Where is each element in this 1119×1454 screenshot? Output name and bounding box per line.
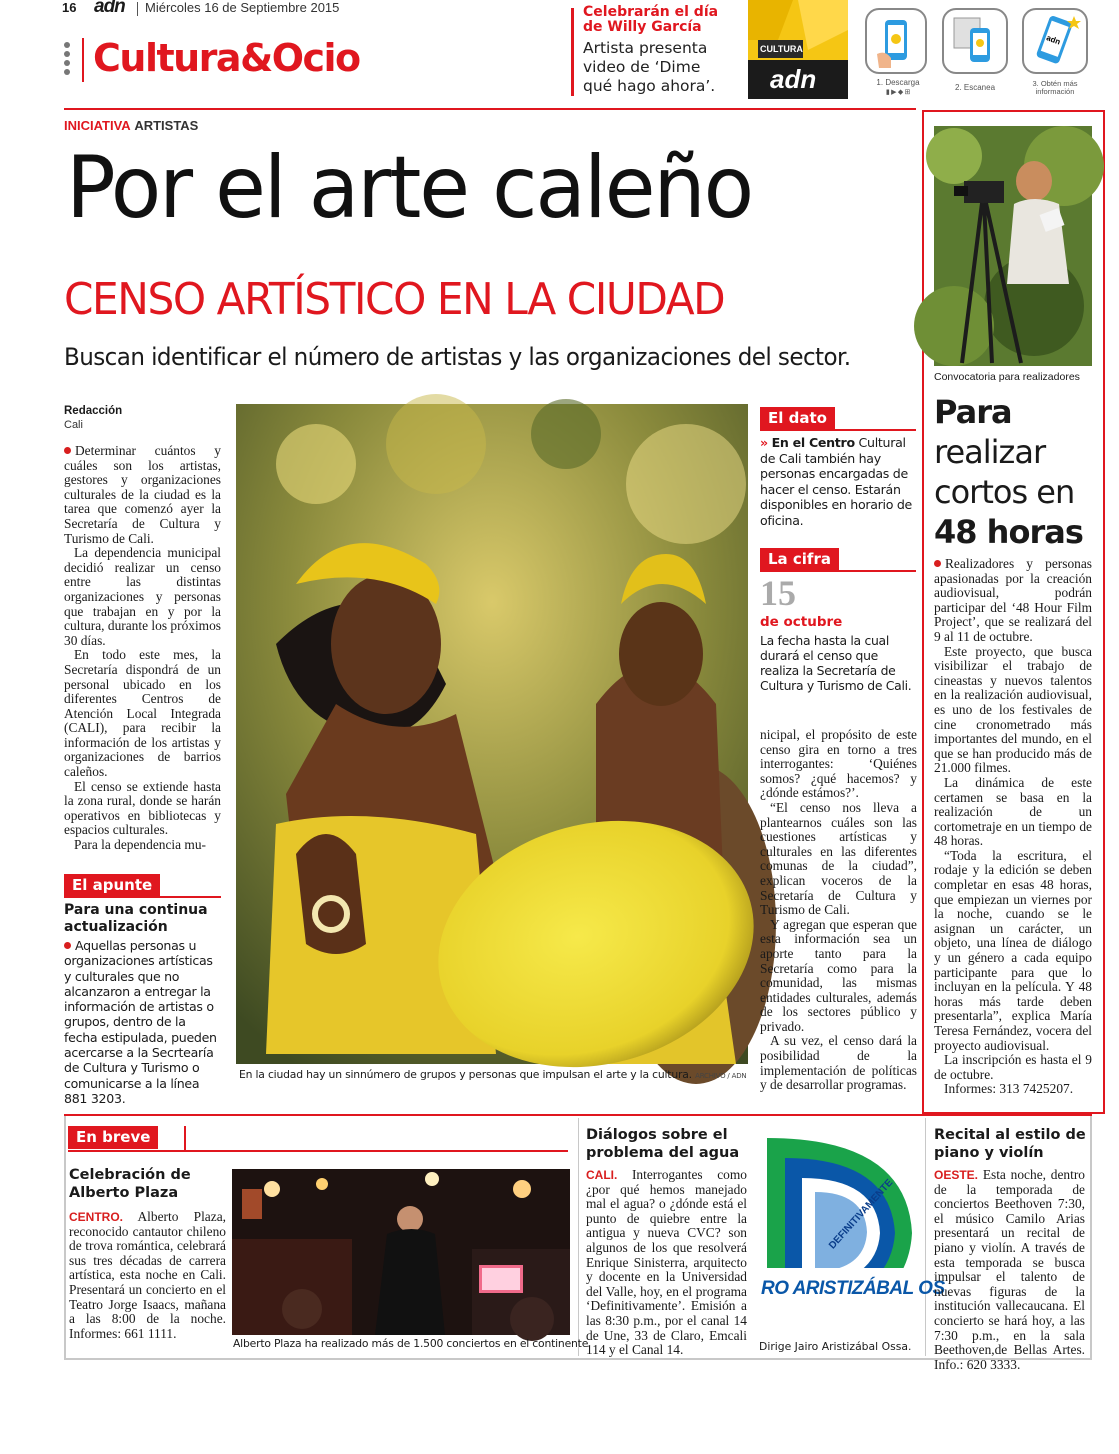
breve-tab-edge — [184, 1126, 186, 1152]
sidebar-paragraph: Informes: 313 7425207. — [944, 1081, 1074, 1097]
byline-location: Cali — [64, 419, 83, 431]
sidebar-paragraph: “Toda la escritura, el rodaje y la edición se deben completar en esas 48 horas, que empiezan un viernes por la noche, cuando se le asignan un carácter, un objeto, una línea de diálogo y un género a cada equipo participante para que lo incluyan en la película. Y 48 horas más tarde deben presentarla”, explica María Teresa Fernández, vocera del proyecto audiovisual. — [934, 847, 1092, 1053]
recital-kicker: OESTE. — [934, 1168, 979, 1182]
breve-divider — [578, 1118, 579, 1356]
col1-paragraph: Determinar cuántos y cuáles son los artistas, gestores y organizaciones culturales de la ciudad es la tarea que comenzó ayer la Secretaría de Cultura y Turismo de Cali. — [64, 443, 221, 546]
logo-text-arc: DEFINITIVAMENTE — [827, 1177, 896, 1252]
definitivamente-logo — [757, 1128, 945, 1335]
byline: Redacción — [64, 405, 123, 417]
dancers-photo-art — [236, 404, 748, 1064]
promo-text: Artista presenta video de ‘Dime qué hago ahora’. — [583, 39, 716, 95]
filmmaker-photo-art — [934, 126, 1092, 366]
svg-text:adn: adn — [1045, 33, 1062, 47]
col1-paragraph: En todo este mes, la Secretaría dispondrá de un personal ubicado en los diferentes Centros de Atención Local Integrada (CALI), para recibir la información de los artistas y organizaciones de barrios caleños. — [64, 647, 221, 780]
plaza-caption: Alberto Plaza ha realizado más de 1.500 conciertos en el continente — [233, 1337, 589, 1350]
sidebar-body — [934, 557, 1092, 1097]
apunte-title: Para una continua actualización — [64, 902, 208, 935]
breve-divider — [925, 1118, 926, 1356]
promo-bar — [571, 8, 574, 96]
breve-left-rule — [64, 1116, 66, 1360]
headline: Por el arte caleño — [66, 138, 753, 238]
download-step-icon[interactable] — [865, 8, 927, 74]
dato-tab: El dato — [760, 407, 835, 429]
sidebar-photo — [934, 126, 1092, 366]
agua-title: Diálogos sobre el problema del agua — [586, 1127, 740, 1161]
sidebar-title-line: 48 horas — [934, 513, 1083, 551]
bullet-icon — [64, 447, 71, 454]
cifra-text: La fecha hasta la cual durará el censo que realiza la Secretaría de Cultura y Turismo de Cali. — [760, 633, 912, 693]
col3-paragraph: nicipal, el propósito de este censo gira en torno a tres interrogantes: ‘Quiénes somos? ¿qué hacemos? y ¿dónde estámos?’. — [760, 727, 917, 801]
download-step-label: 1. Descarga — [876, 78, 920, 87]
sidebar-title-line: realizar — [934, 433, 1046, 471]
bullet-icon — [64, 942, 71, 949]
apunte-tab: El apunte — [64, 874, 160, 896]
subheadline: CENSO ARTÍSTICO EN LA CIUDAD — [64, 274, 725, 325]
agua-kicker: CALI. — [586, 1168, 618, 1182]
photo-credit: ARCHIVO / ADN — [695, 1072, 747, 1080]
agua-text: CALI. Interrogantes como ¿por qué hemos manejado mal el agua? o ¿dónde está el punto de quiebre entre la antigua y nueva CVC? son algunos de los que resolverá Enrique Sinisterra, arquitecto y docente en la Universidad del Valle, hoy, en el programa ‘Definitivamente’. Emisión a las 8:30 p.m., por el canal 14 de Une, 33 de Claro, Emcali 114 y el Canal 14. — [586, 1167, 747, 1358]
recital-title: Recital al estilo de piano y violín — [934, 1127, 1086, 1161]
article-col-3 — [760, 728, 917, 1093]
promo-title[interactable]: Celebrarán el día de Willy García — [583, 4, 719, 35]
sidebar-title-line: cortos en — [934, 473, 1075, 511]
cifra-box — [760, 548, 916, 693]
col1-paragraph: La dependencia municipal decidió realizar un censo entre las distintas organizaciones y personas que trabajan en y por la cultura, durante los próximos 30 días. — [64, 545, 221, 648]
store-icons: ▮ ▶ ◆ ⊞ — [885, 89, 911, 96]
promo-thumb-label: CULTURA — [760, 44, 803, 54]
info-step-label: 3. Obtén más información — [1032, 79, 1078, 96]
breve-header — [68, 1126, 568, 1152]
breve-tab: En breve — [68, 1126, 158, 1149]
scan-step-icon[interactable] — [942, 8, 1008, 74]
plaza-kicker: CENTRO. — [69, 1210, 123, 1224]
concert-photo-art — [232, 1169, 570, 1335]
sidebar-paragraph: La inscripción es hasta el 9 de octubre. — [934, 1052, 1092, 1082]
category — [64, 118, 198, 133]
photo-caption: En la ciudad hay un sinnúmero de grupos y personas que impulsan el arte y la cultura. ARCHIVO / ADN — [239, 1068, 747, 1081]
category-bold: INICIATIVA — [64, 118, 131, 133]
cifra-tab: La cifra — [760, 548, 839, 570]
plaza-photo — [232, 1169, 570, 1335]
dato-text: » En el Centro Cultural de Cali también hay personas encargadas de hacer el censo. Estarán disponibles en horario de oficina. — [760, 435, 912, 528]
col3-paragraph: “El censo nos lleva a plantearnos cuáles son las cuestiones artísticas y culturales en las diferentes comunas de la ciudad”, explican voceros de la Secretaría de Cultura y Turismo de Cali. — [760, 799, 917, 918]
sidebar-photo-caption: Convocatoria para realizadores — [934, 371, 1080, 383]
sidebar-paragraph: La dinámica de este certamen se basa en la realización de un cortometraje en un tiempo de 48 horas. — [934, 774, 1092, 849]
section-title: Cultura&Ocio — [93, 36, 360, 80]
breve-top-rule — [64, 1114, 1092, 1116]
col3-paragraph: Y agregan que esperan que esta información sea un aporte tanto para la Secretaría como para la comunidad, las mismas entidades culturales, además de los sectores público y privado. — [760, 916, 917, 1034]
col1-paragraph: Para la dependencia mu- — [74, 837, 206, 853]
article-col-1 — [64, 444, 221, 853]
info-step-icon[interactable] — [1022, 8, 1088, 74]
sidebar-title-line: Para — [934, 393, 1012, 431]
sidebar-title — [934, 392, 1099, 552]
header-divider — [137, 2, 138, 16]
sidebar-paragraph: Este proyecto, que busca visibilizar el trabajo de cineastas y nuevos talentos en la realización audiovisual, es uno de los festivales de cine cronometrado más importantes del mundo, en el que se han producido más de 21.000 filmes. — [934, 643, 1092, 776]
col1-paragraph: El censo se extiende hasta la zona rural, donde se harán operativos en bibliotecas y espacios culturales. — [64, 778, 221, 838]
main-photo — [236, 404, 748, 1064]
double-chevron-icon: » — [760, 435, 768, 450]
logo-text-name: RO ARISTIZÁBAL OS — [761, 1278, 945, 1299]
deck: Buscan identificar el número de artistas y las organizaciones del sector. — [64, 343, 851, 371]
promo-thumbnail[interactable] — [748, 0, 848, 99]
col3-paragraph: A su vez, el censo dará la posibilidad de la implementación de políticas y de desarrollar programas. — [760, 1033, 917, 1093]
section-dots-icon — [64, 42, 70, 75]
agua-caption: Dirige Jairo Aristizábal Ossa. — [759, 1340, 912, 1353]
scan-step-label: 2. Escanea — [954, 83, 996, 92]
dato-box — [760, 407, 916, 528]
sidebar-paragraph: Realizadores y personas apasionadas por la creación audiovisual, podrán participar del ‘48 Hour Film Project’, que se realizará del 9 al 11 de octubre. — [934, 556, 1092, 644]
app-steps — [865, 8, 1091, 98]
category-name: ARTISTAS — [134, 118, 199, 133]
header-rule — [64, 108, 916, 110]
apunte-text: Aquellas personas u organizaciones artísticas y culturales que no alcanzaron a entregar la información de artistas o grupos, dentro de la fecha estipulada, pueden acercarse a la Secrtearía de Cultura y Turismo o comunicarse a la línea 881 3203. — [64, 938, 217, 1106]
plaza-title: Celebración de Alberto Plaza — [69, 1167, 191, 1201]
promo-thumb-logo: adn — [770, 64, 817, 94]
breve-right-rule — [1090, 1116, 1092, 1360]
apunte-box — [64, 874, 221, 1106]
bullet-icon — [934, 560, 941, 567]
cifra-unit: de octubre — [760, 614, 843, 630]
cifra-number: 15 — [760, 573, 796, 613]
issue-date: Miércoles 16 de Septiembre 2015 — [145, 0, 340, 15]
adn-logo: adn — [94, 0, 125, 17]
page-number: 16 — [62, 0, 77, 15]
section-bar — [82, 38, 84, 82]
recital-text: OESTE. Esta noche, dentro de la temporada de conciertos Beethoven 7:30, el músico Camilo Arias presentará un recital de piano y violín. A través de esta temporada se busca impulsar el talento de nuevas figuras de la institución vallecaucana. El concierto se hará hoy, a las 7:30 p.m., en la sala Beethoven,de Bellas Artes. Info.: 620 3333. — [934, 1167, 1085, 1372]
plaza-text: CENTRO. Alberto Plaza, reconocido cantautor chileno de trova romántica, celebrará sus tres décadas de carrera artística, esta noche en Cali. Presentará un concierto en el Teatro Jorge Isaacs, mañana a las 8:00 de la noche. Informes: 661 1111. — [69, 1209, 226, 1341]
